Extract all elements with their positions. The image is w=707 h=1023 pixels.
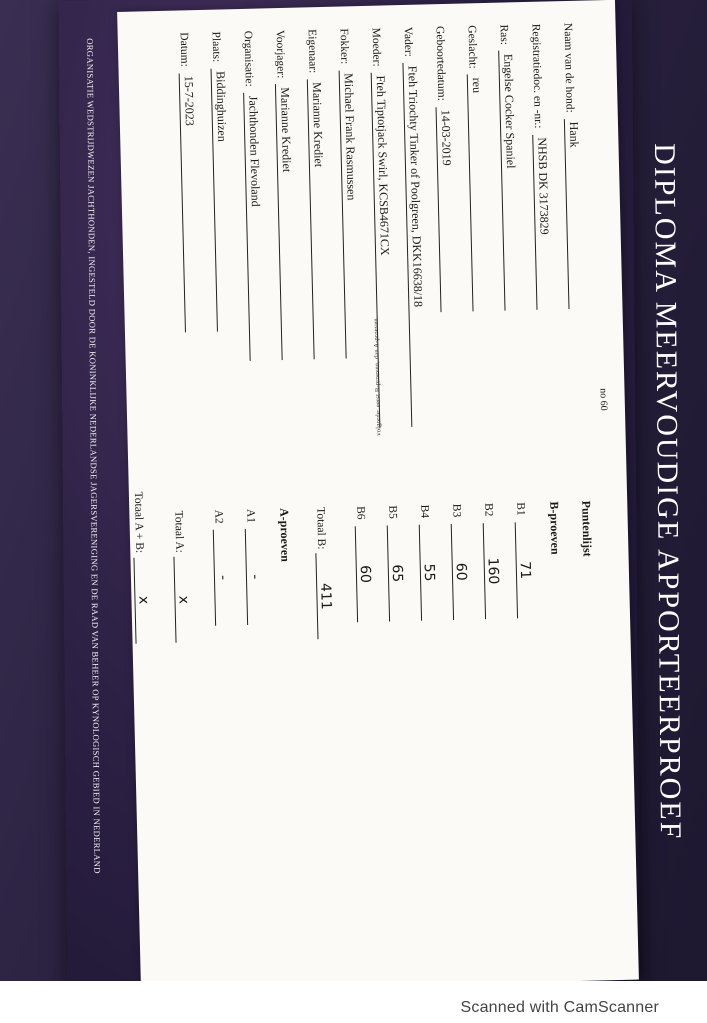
score-row-a2 [212,509,232,625]
certificate-page [59,0,688,993]
form-sheet [117,0,639,992]
a-section-label: A-proeven [277,507,293,562]
score-code: A2 [212,509,225,524]
field-row-handler [274,30,300,360]
field-row-place [210,31,235,331]
score-row-b5 [386,505,406,621]
total-b-label: Totaal B: [314,507,328,550]
score-row-b1 [514,502,534,618]
field-value-dam[interactable]: Fteh Tiptotjack Swirl, KCSB4671CX [371,72,397,427]
field-row-owner [306,29,332,359]
field-label: Datum: [177,32,191,67]
field-row-organisation [242,31,268,361]
field-row-sire [402,27,430,427]
score-code: B3 [450,503,463,518]
score-row-b2 [482,503,502,619]
field-value-birthdate[interactable]: 14-03-2019 [436,107,458,313]
document-number: no 60 [597,388,610,411]
score-row-b3 [450,504,470,620]
total-b-value[interactable]: 411 [315,553,333,639]
field-label: Geboortedatum: [433,25,448,101]
field-value-sire[interactable]: Fteh Triochty Tinker of Poolgreen, DKK16638/18 [402,63,428,427]
score-row-a1 [244,509,264,625]
field-label: Vader: [401,26,415,58]
score-value-a1[interactable]: - [245,529,263,625]
score-code: B2 [482,502,495,517]
score-value-b3[interactable]: 60 [451,524,469,620]
score-code: A1 [244,508,257,524]
field-label: Voorjager: [273,29,287,79]
field-label: Plaats: [209,31,223,63]
field-value-sex[interactable]: reu [467,74,490,311]
score-value-b4[interactable]: 55 [419,524,437,620]
field-row-dog-name [562,23,587,309]
field-value-date[interactable]: 15-7-2023 [179,73,202,333]
field-value-registration[interactable]: NHSB DK 3173829 [532,134,553,310]
total-b-row [314,507,334,640]
score-code: B4 [418,504,431,519]
field-label: Eigenaar: [305,29,319,74]
field-label: Organisatie: [241,30,255,87]
organisation-footnote: ORGANISATIE WEDSTRIJDWEZEN JACHTHONDEN, INGESTELD DOOR DE KONINKLIJKE NEDERLANDSE JAGERSVERENIGING EN DE RAAD VAN BEHEER OP KYNOLOGISCH GEBIED IN NEDERLAND [85,38,103,874]
score-value-b2[interactable]: 160 [483,523,501,619]
field-label: Ras: [497,24,511,46]
score-value-a2[interactable]: - [213,529,231,625]
field-label: Fokker: [337,28,351,65]
field-label: Moeder: [369,27,383,67]
form-layer [117,0,639,992]
field-row-date [178,32,203,332]
order-note: volgorde: eerst B-proeven, dan A-proeven [372,318,383,436]
score-code: B5 [386,505,399,519]
total-ab-row [132,491,153,643]
field-label: Naam van de hond: [561,22,576,113]
score-value-b1[interactable]: 71 [515,522,533,618]
page-title: DIPLOMA MEERVOUDIGE APPORTEERPROEF [647,142,688,841]
field-row-breed [498,24,523,310]
score-value-b6[interactable]: 60 [355,526,373,622]
field-value-handler[interactable]: Marianne Krediet [275,84,299,360]
score-value-b5[interactable]: 65 [387,525,405,621]
scores-heading: Puntenlijst [579,500,595,557]
field-label: Geslacht: [465,25,479,69]
b-section-label: B-proeven [547,501,563,555]
total-a-label: Totaal A: [172,510,186,554]
total-ab-value[interactable]: x [133,557,151,643]
camscanner-credit: Scanned with CamScanner [460,999,659,1016]
field-row-registration [530,23,555,309]
field-value-place[interactable]: Biddinghuizen [211,68,234,332]
total-a-row [172,510,192,643]
total-a-value[interactable]: x [173,557,191,643]
field-row-birthdate [434,26,459,312]
field-value-organisation[interactable]: Jachthonden Flevoland [243,93,267,361]
field-value-breed[interactable]: Engelse Cocker Spaniel [498,51,521,311]
field-row-sex [466,25,491,311]
score-row-b6 [354,506,374,622]
score-code: B6 [354,506,367,520]
score-code: B1 [514,502,527,516]
field-row-breeder [338,28,364,358]
field-value-breeder[interactable]: Michael Frank Rasmussen [339,70,363,359]
score-row-b4 [418,504,438,620]
field-value-owner[interactable]: Marianne Krediet [307,79,331,359]
total-ab-label: Totaal A + B: [131,491,146,554]
field-value-dog-name[interactable]: Hank [564,118,586,309]
field-label: Registratiedoc. en -nr.: [529,23,545,129]
